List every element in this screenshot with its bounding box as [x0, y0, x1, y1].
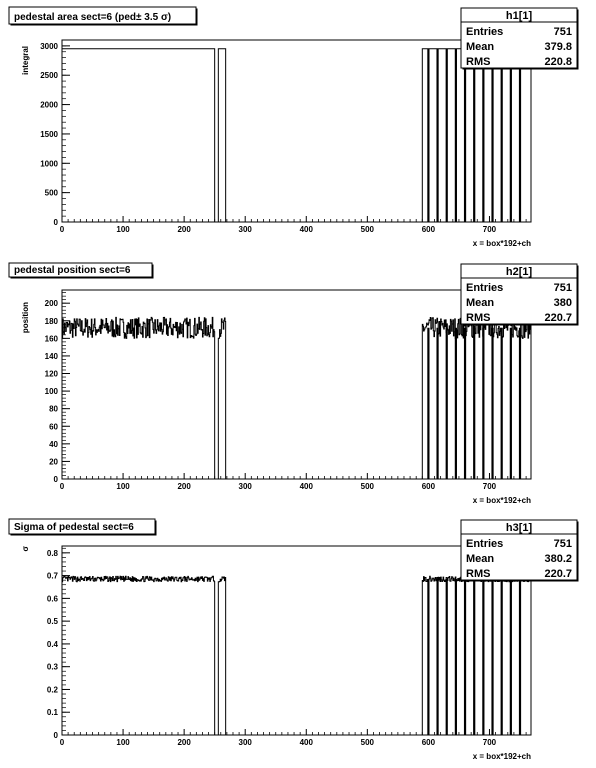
- x-tick-label: 100: [116, 738, 130, 747]
- stats-row-value: 220.8: [544, 56, 572, 68]
- y-tick-label: 0: [53, 475, 58, 484]
- x-tick-label: 600: [421, 482, 436, 491]
- stats-row-label: RMS: [466, 568, 491, 580]
- stats-name: h2[1]: [505, 266, 533, 278]
- stats-row-value: 751: [553, 26, 572, 38]
- y-tick-label: 0.5: [46, 617, 58, 627]
- x-tick-label: 400: [299, 225, 313, 234]
- stats-row-value: 220.7: [544, 568, 572, 580]
- y-tick-label: 120: [44, 369, 58, 379]
- x-tick-label: 400: [299, 482, 313, 491]
- y-tick-label: 500: [44, 188, 58, 198]
- chart-title: pedestal area sect=6 (ped± 3.5 σ): [14, 12, 172, 23]
- x-tick-label: 700: [482, 738, 497, 747]
- y-tick-label: 0.6: [46, 594, 58, 604]
- y-tick-label: 0.3: [46, 662, 58, 672]
- stats-row-label: Entries: [466, 538, 504, 550]
- x-tick-label: 300: [238, 738, 252, 747]
- y-tick-label: 2000: [40, 100, 58, 110]
- x-tick-label: 0: [59, 482, 65, 491]
- stats-row-label: Mean: [466, 553, 495, 565]
- stats-name: h1[1]: [505, 10, 533, 22]
- x-tick-label: 600: [421, 738, 436, 747]
- x-tick-label: 500: [360, 225, 375, 234]
- y-tick-label: 140: [44, 351, 58, 361]
- y-tick-label: 2500: [40, 71, 58, 81]
- y-tick-label: 0.2: [46, 685, 58, 695]
- x-tick-label: 600: [421, 225, 436, 234]
- y-tick-label: 0.4: [46, 639, 58, 649]
- histogram-panel-1: [9, 7, 579, 248]
- y-tick-label: 160: [44, 334, 58, 344]
- x-tick-label: 200: [177, 482, 191, 491]
- x-tick-label: 100: [116, 225, 130, 234]
- y-tick-label: 1000: [40, 159, 58, 169]
- stats-row-value: 220.7: [544, 312, 572, 324]
- stats-row-label: RMS: [466, 56, 491, 68]
- x-tick-label: 0: [59, 738, 65, 747]
- chart-title: Sigma of pedestal sect=6: [14, 522, 134, 533]
- x-axis-label: x = box*192+ch: [472, 752, 531, 761]
- x-tick-label: 0: [59, 225, 65, 234]
- stats-row-value: 379.8: [544, 41, 572, 53]
- x-tick-label: 500: [360, 738, 375, 747]
- chart-title: pedestal position sect=6: [14, 265, 131, 276]
- y-tick-label: 0: [53, 218, 58, 227]
- stats-row-value: 380: [553, 297, 572, 309]
- x-tick-label: 300: [238, 482, 252, 491]
- stats-row-value: 380.2: [544, 553, 572, 565]
- x-tick-label: 400: [299, 738, 313, 747]
- stats-name: h3[1]: [505, 522, 533, 534]
- y-tick-label: 0: [53, 731, 58, 740]
- x-tick-label: 200: [177, 738, 191, 747]
- x-axis-label: x = box*192+ch: [472, 496, 531, 505]
- y-tick-label: 180: [44, 316, 58, 326]
- x-tick-label: 700: [482, 225, 497, 234]
- stats-row-label: Mean: [466, 41, 495, 53]
- y-tick-label: 20: [49, 457, 58, 467]
- y-tick-label: 60: [49, 422, 58, 432]
- histogram-panel-3: [9, 519, 579, 761]
- x-tick-label: 500: [360, 482, 375, 491]
- x-axis-label: x = box*192+ch: [472, 239, 531, 248]
- y-tick-label: 1500: [40, 129, 58, 139]
- y-tick-label: 100: [44, 387, 58, 397]
- stats-row-value: 751: [553, 538, 572, 550]
- stats-row-label: Entries: [466, 282, 504, 294]
- x-tick-label: 100: [116, 482, 130, 491]
- y-tick-label: 0.1: [46, 708, 58, 718]
- y-axis-label: σ: [21, 546, 30, 552]
- stats-row-label: Entries: [466, 26, 504, 38]
- y-tick-label: 3000: [40, 41, 58, 51]
- y-tick-label: 0.8: [46, 548, 58, 558]
- stats-row-label: RMS: [466, 312, 491, 324]
- x-tick-label: 200: [177, 225, 191, 234]
- y-tick-label: 40: [49, 439, 58, 449]
- y-tick-label: 80: [49, 404, 58, 414]
- y-axis-label: integral: [21, 46, 30, 75]
- y-axis-label: position: [21, 302, 30, 334]
- y-tick-label: 0.7: [46, 571, 58, 581]
- x-tick-label: 700: [482, 482, 497, 491]
- y-tick-label: 200: [44, 299, 58, 309]
- stats-row-label: Mean: [466, 297, 495, 309]
- x-tick-label: 300: [238, 225, 252, 234]
- histogram-panel-2: [9, 263, 579, 505]
- stats-row-value: 751: [553, 282, 572, 294]
